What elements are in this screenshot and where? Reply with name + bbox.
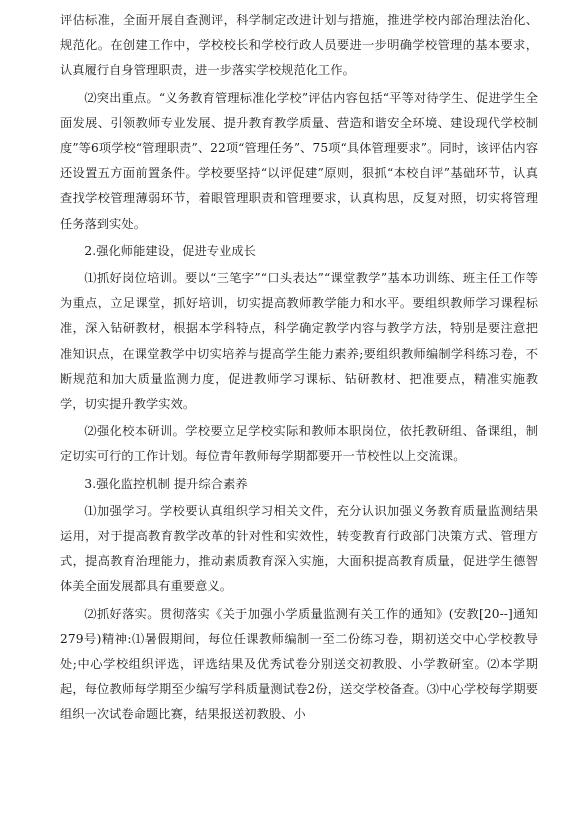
paragraph-job-training: ⑴抓好岗位培训。要以“三笔字”“口头表达”“课堂教学”基本功训练、班主任工作等为重点，立足课堂，抓好培训，切实提高教师教学能力和水平。要组织教师学习课程标准，深入钻研教材，根据本学科特点，科学确定教学内容与教学方法，特别是要注意把准知识点，在课堂教学中切实培养与提高学生能力素养;要组织教师编制学科练习卷，不断规范和加大质量监测力度，促进教师学习课标、钻研教材、把准要点，精准实施教学，切实提升教学实效。 — [60, 271, 538, 412]
paragraph-intro-continuation: 评估标准，全面开展自查测评，科学制定改进计划与措施，推进学校内部治理法治化、规范化。在创建工作中，学校校长和学校行政人员要进一步明确学校管理的基本要求，认真履行自身管理职责，进一步落实学校规范化工作。 — [60, 13, 538, 78]
paragraph-strengthen-study: ⑴加强学习。学校要认真组织学习相关文件，充分认识加强义务教育质量监测结果运用，对于提高教育教学改革的针对性和实效性，转变教育行政部门决策方式、管理方式，提高教育治理能力，推动素质教育深入实施，大面积提高教育质量，促进学生德智体美全面发展都具有重要意义。 — [60, 503, 538, 594]
paragraph-highlight-focus: ⑵突出重点。“义务教育管理标准化学校”评估内容包括“平等对待学生、促进学生全面发展、引领教师专业发展、提升教育教学质量、营造和谐安全环境、建设现代学校制度”等6项学校“管理职责”、22项“管理任务”、75项“具体管理要求”。同时，该评估内容还设置五方面前置条件。学校要坚持“以评促建”原则，狠抓“本校自评”基础环节，认真查找学校管理薄弱环节，着眼管理职责和管理要求，认真构思，反复对照，切实将管理任务落到实处。 — [60, 90, 538, 231]
paragraph-school-based-research: ⑵强化校本研训。学校要立足学校实际和教师本职岗位，依托教研组、备课组，制定切实可行的工作计划。每位青年教师每学期都要开一节校性以上交流课。 — [60, 424, 538, 464]
section-heading-monitoring: 3.强化监控机制 提升综合素养 — [84, 476, 248, 491]
paragraph-implementation: ⑵抓好落实。贯彻落实《关于加强小学质量监测有关工作的通知》(安教[20--]通知279号)精神:⑴暑假期间，每位任课教师编制一至二份练习卷，期初送交中心学校教导处;中心学校组织评选，评选结果及优秀试卷分别送交初教股、小学教研室。⑵本学期起，每位教师每学期至少编写学科质量测试卷2份，送交学校备查。⑶中心学校每学期要组织一次试卷命题比赛，结果报送初教股、小 — [60, 606, 538, 722]
section-heading-teacher-development: 2.强化师能建设，促进专业成长 — [84, 243, 256, 258]
